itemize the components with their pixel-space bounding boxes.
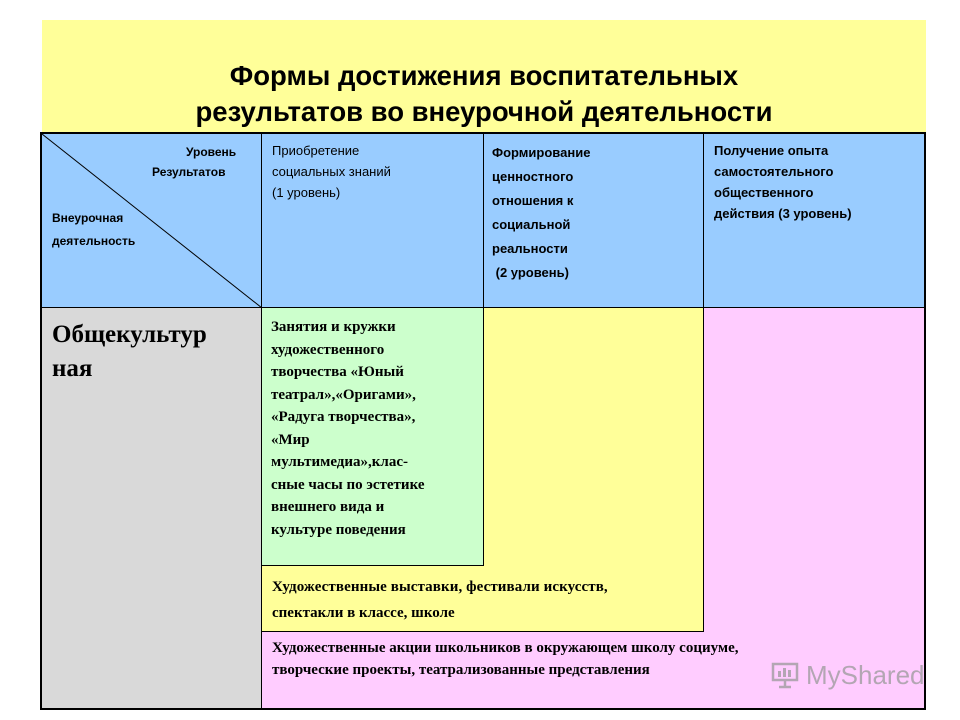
level1-text-line: творчества «Юный (271, 364, 404, 380)
slide-title (42, 58, 926, 130)
level1-text-line: мультимедиа»,клас- (271, 454, 408, 470)
header-level2-cell (484, 134, 704, 308)
level1-text-line: художественного (271, 341, 385, 358)
header-level2-line: отношения к (492, 193, 574, 208)
level1-text-line: театрал»,«Оригами», (271, 386, 416, 403)
level2-text-line: Художественные выставки, фестивали искусств, (272, 579, 608, 595)
corner-activity-label-1: Внеурочная (52, 211, 124, 225)
header-level1-line: Приобретение (272, 143, 360, 158)
level2-text (272, 574, 700, 626)
watermark (770, 658, 925, 692)
corner-level-label: Уровень (186, 145, 237, 159)
header-level1-cell (262, 134, 484, 308)
header-level2-line: ценностного (492, 169, 574, 184)
corner-activity-label-2: деятельность (52, 234, 136, 248)
level3-text-line: Художественные акции школьников в окружающем школу социуме, (272, 640, 739, 656)
level3-text-line: творческие проекты, театрализованные представления (272, 662, 650, 678)
header-level2-line: (2 уровень) (492, 265, 569, 280)
title-line-2: результатов во внеурочной деятельности (195, 96, 773, 127)
row-label-line-2: ная (52, 355, 93, 382)
title-line-1: Формы достижения воспитательных (229, 60, 739, 91)
header-level3-line: Получение опыта (714, 143, 829, 158)
watermark-text: MyShared (806, 659, 925, 690)
header-level3-cell (704, 134, 926, 308)
header-level2-line: реальности (492, 241, 568, 256)
header-level3-line: самостоятельного (714, 164, 834, 179)
level1-text-line: культуре поведения (271, 521, 406, 538)
row-label-line-1: Общекультур (52, 321, 207, 348)
header-level2-line: Формирование (492, 145, 591, 160)
level2-text-line: спектакли в классе, школе (272, 605, 455, 621)
header-level1-line: социальных знаний (272, 164, 391, 179)
level1-text-line: «Мир (271, 431, 310, 448)
header-level2-line: социальной (492, 217, 571, 232)
level1-text-line: «Радуга творчества», (271, 409, 416, 425)
corner-results-label: Результатов (152, 165, 226, 179)
level1-text-line: сные часы по эстетике (271, 476, 425, 493)
presentation-icon (770, 660, 800, 690)
header-level3-line: общественного (714, 185, 814, 200)
row-label-cell (42, 308, 262, 708)
level1-text-line: Занятия и кружки (271, 319, 396, 335)
level1-text-line: внешнего вида и (271, 499, 385, 515)
header-level1-line: (1 уровень) (272, 185, 341, 200)
level1-area (262, 308, 484, 566)
header-level3-line: действия (3 уровень) (714, 206, 852, 221)
